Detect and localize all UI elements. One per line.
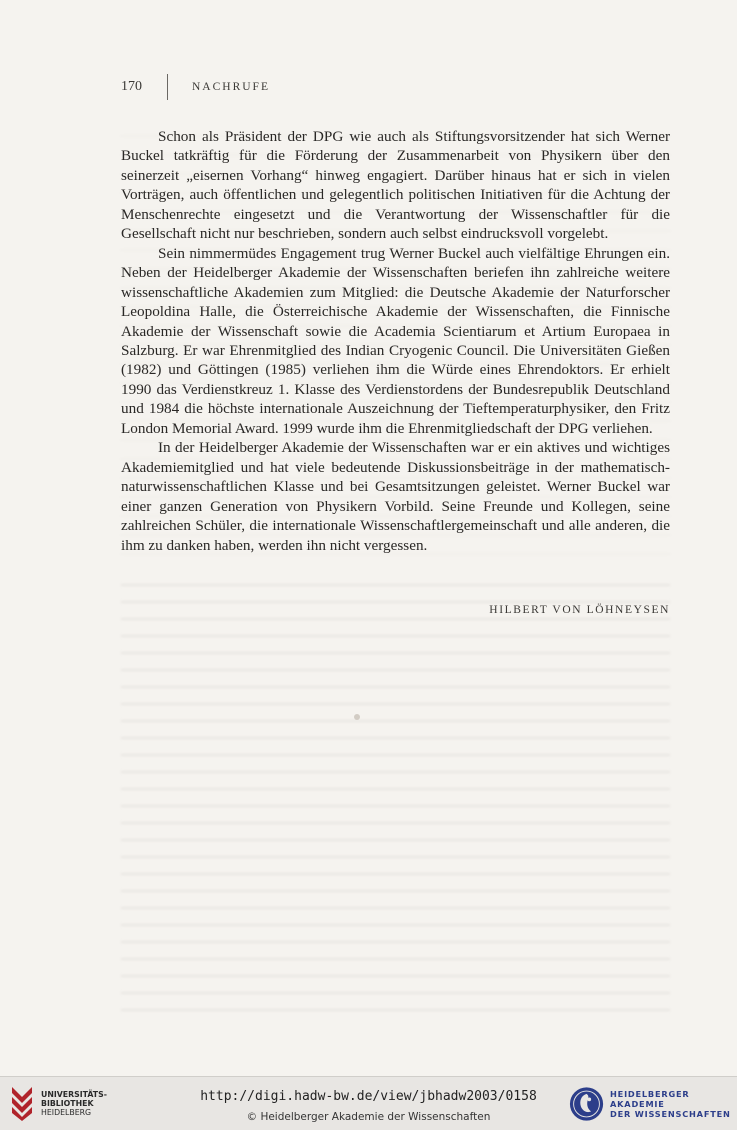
library-logo-line-2: BIBLIOTHEK <box>41 1098 94 1108</box>
paragraph-1: Schon als Präsident der DPG wie auch als Stiftungsvorsitzender hat sich Werner Buckel tatkräftig für die Förderung der Zusammenarbeit von Physikern über den seinerzeit „eisernen Vorhang“ hinweg engagiert. Darüber hinaus hat er sich in vielen Vorträgen, auch öffentlichen und gelegentlich politischen Initiativen für die Achtung der Menschenrechte eingesetzt und die Verantwortung der Wissenschaftler für die Gesellschaft nicht nur beschrieben, sondern auch selbst eindrucksvoll vorgelebt. <box>121 128 670 243</box>
bleed-through-texture <box>121 575 670 1015</box>
page-speck <box>354 714 360 720</box>
academy-logo[interactable] <box>569 1085 737 1123</box>
academy-logo-line-1: HEIDELBERGER AKADEMIE <box>610 1089 690 1109</box>
running-header <box>121 76 270 98</box>
permalink-url[interactable]: http://digi.hadw-bw.de/view/jbhadw2003/0158 <box>200 1089 537 1104</box>
paragraph-3: In der Heidelberger Akademie der Wissenschaften war er ein aktives und wichtiges Akademiemitglied und hat viele bedeutende Diskussionsbeiträge in der mathematisch-naturwissenschaftlichen Klasse und bei Gesamtsitzungen geleistet. Werner Buckel war einer ganzen Generation von Physikern Vorbild. Seine Freunde und Kollegen, seine zahlreichen Schüler, die internationale Wissenschaftlergemeinschaft und alle anderen, die ihm zu danken haben, werden ihn nicht vergessen. <box>121 439 670 554</box>
section-title: NACHRUFE <box>192 81 270 93</box>
library-logo-line-3: HEIDELBERG <box>41 1107 92 1117</box>
academy-logo-line-2: DER WISSENSCHAFTEN <box>610 1109 731 1119</box>
paragraph-2: Sein nimmermüdes Engagement trug Werner Buckel auch vielfältige Ehrungen ein. Neben der Heidelberger Akademie der Wissenschaften beriefen ihn zahlreiche weitere wissenschaftliche Akademien zum Mitglied: die Deutsche Akademie der Naturforscher Leopoldina Halle, die Österreichische Akademie der Wissenschaften, die Finnische Akademie der Wissenschaft sowie die Academia Scientiarum et Artium Europaea in Salzburg. Er war Ehrenmitglied des Indian Cryogenic Council. Die Universitäten Gießen (1982) und Göttingen (1985) verliehen ihm die Würde eines Ehrendoktors. Er erhielt 1990 das Verdienstkreuz 1. Klasse des Verdienstordens der Bundesrepublik Deutschland und 1984 die höchste internationale Auszeichnung der Tieftemperaturphysiker, den Fritz London Memorial Award. 1999 wurde ihm die Ehrenmitgliedschaft der DPG verliehen. <box>121 244 670 437</box>
copyright-notice: © Heidelberger Akademie der Wissenschaften <box>246 1111 491 1123</box>
header-divider <box>167 74 168 100</box>
academy-seal-icon <box>569 1085 604 1123</box>
viewer-footer <box>0 1076 737 1130</box>
library-logo-line-1: UNIVERSITÄTS- <box>41 1089 107 1099</box>
article-body <box>121 127 670 555</box>
page-number: 170 <box>121 79 142 94</box>
author-signature: HILBERT VON LÖHNEYSEN <box>489 604 670 616</box>
